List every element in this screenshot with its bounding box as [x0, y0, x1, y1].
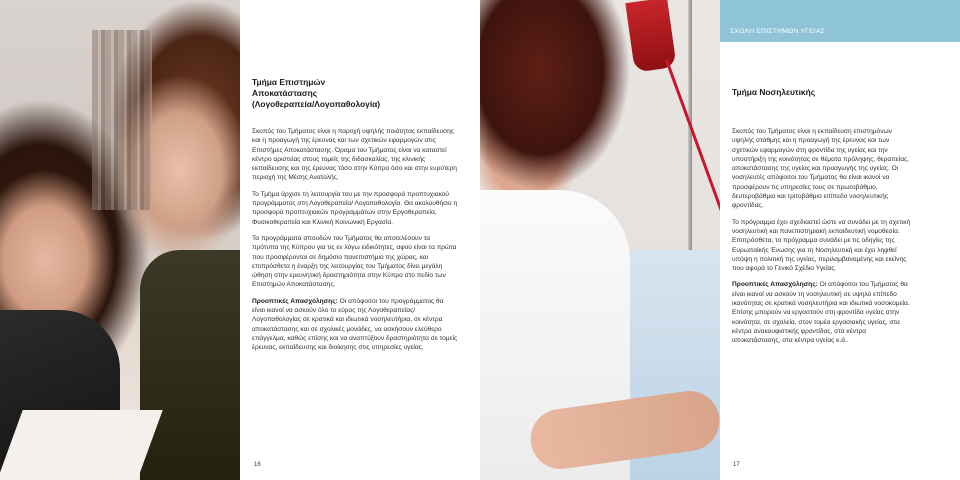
papers — [0, 410, 163, 480]
nursing-dept-title: Τμήμα Νοσηλευτικής — [732, 87, 816, 97]
student-shirt-right — [140, 250, 240, 480]
school-header-band — [720, 0, 960, 42]
nurse-photo — [480, 0, 720, 480]
prospects-text: Οι απόφοιτοι του Τμήματος θα είναι ικανοί να ασκούν τη νοσηλευτική σε υψηλό επίπεδο ικανότητας σε κρατικά νοσηλευτήρια και ιδιωτικά νοσοκομεία. Επίσης μπορούν να εργαστούν στη φροντίδα υγείας στην κοινότητα, σε σχολεία, στον τομέα εργασιακής υγείας, στα κέντρα ανακουφιστικής φροντίδας, στα κέντρα αποκατάστασης, στα κέντρα υγείας κ.ά.. — [732, 281, 910, 345]
paragraph: Σκοπός του Τμήματος είναι η παροχή υψηλής ποιότητας εκπαίδευσης και η προαγωγή της έρευνας και των σχετικών εφαρμογών στις Επιστήμες Αποκατάστασης. Όραμα του Τμήματος είναι να καταστεί κέντρο αριστείας στους τομείς της διδασκαλίας, της κλινικής εκπαίδευσης και της έρευνας τόσο στην Κύπρο όσο και στην ευρύτερη περιοχή της Μέσης Ανατολής. — [252, 128, 457, 182]
page-number-left: 16 — [254, 462, 261, 468]
prospects-text: Οι απόφοιτοι του προγράμματος θα είναι ικανοί να ασκούν όλο το εύρος της Λογοθεραπείας/Λογοπαθολογίας σε κρατικά και ιδιωτικά νοσηλευτήρια, σε κέντρα αποκατάστασης και σε σχολικές μονάδες, να ασκήσουν ελεύθερο επάγγελμα, καθώς επίσης και να αναπτύξουν δραστηριότητα σε τομείς έρευνας, εκπαίδευσης και διοίκησης στις υπηρεσίες υγείας. — [252, 297, 458, 352]
title-line: Τμήμα Επιστημών — [252, 77, 326, 87]
rehab-dept-body — [252, 127, 458, 360]
nursing-dept-body — [732, 127, 914, 353]
paragraph: Το Τμήμα άρχισε τη λειτουργία του με την προσφορά προπτυχιακού προγράμματος στη Λογοθεραπεία/ Λογοπαθολογία. Θα ακολουθήσει η προσφορά προπτυχιακών προγραμμάτων στην Εργοθεραπεία, Φυσικοθεραπεία και Κλινική Κοινωνική Εργασία. — [252, 190, 458, 226]
paragraph: Τα προγράμματα σπουδών του Τμήματος θα αποτελέσουν τα πρότυπα της Κύπρου για τις εν λόγω ειδικότητες, αφού είναι τα πρώτα που προσφέρονται σε δημόσιο πανεπιστήμιο της χώρας, και επιπρόσθετα η έναρξη της λειτουργίας του Τμήματος δίνει μεγάλη ώθηση στην ερευνητική δραστηριότητα στην Κύπρο στο πεδίο των Επιστημών Αποκατάστασης. — [252, 234, 457, 289]
prospects-paragraph — [252, 297, 458, 353]
prospects-label: Προοπτικές Απασχόλησης: — [252, 297, 338, 305]
paragraph: Το πρόγραμμα έχει σχεδιαστεί ώστε να συνάδει με τη σχετική νοσηλευτική και πανεπιστημιακή εκπαιδευτική νομοθεσία. Επιπρόσθετα, το πρόγραμμα συνάδει με τις οδηγίες της Ευρωπαϊκής Ένωσης για τη Νοσηλευτική και έχει ληφθεί υπόψη η πολιτική της υγείας, περιλαμβανομένης και εκείνης που αφορά το Γενικό Σχέδιο Υγείας. — [732, 218, 911, 273]
iv-tube — [665, 59, 720, 248]
title-line: Αποκατάστασης — [252, 88, 318, 98]
paragraph: Σκοπός του Τμήματος είναι η εκπαίδευση επιστημόνων υψηλής στάθμης και η προαγωγή της έρευνας και των σχετικών εφαρμογών στη φροντίδα της υγείας και την υποστήριξη της κοινότητας σε θέματα πρόληψης, θεραπείας, αποκατάστασης της υγείας και προαγωγής της υγείας. Οι νοσηλευτές απόφοιτοι του Τμήματος θα είναι ικανοί να προσφέρουν τις υπηρεσίες τους σε πρωτοβάθμιο, δευτεροβάθμιο και τριτοβάθμιο επίπεδο νοσηλευτικής φροντίδας. — [732, 128, 910, 210]
rehab-dept-title — [252, 77, 472, 110]
prospects-paragraph — [732, 280, 914, 345]
bookshelf — [92, 30, 152, 210]
title-line: (Λογοθεραπεία/Λογοπαθολογία) — [252, 99, 381, 109]
page-number-right: 17 — [733, 462, 740, 468]
students-photo — [0, 0, 240, 480]
school-name: ΣΧΟΛΗ ΕΠΙΣΤΗΜΩΝ ΥΓΕΙΑΣ — [730, 28, 826, 35]
prospects-label: Προοπτικές Απασχόλησης: — [732, 281, 818, 289]
